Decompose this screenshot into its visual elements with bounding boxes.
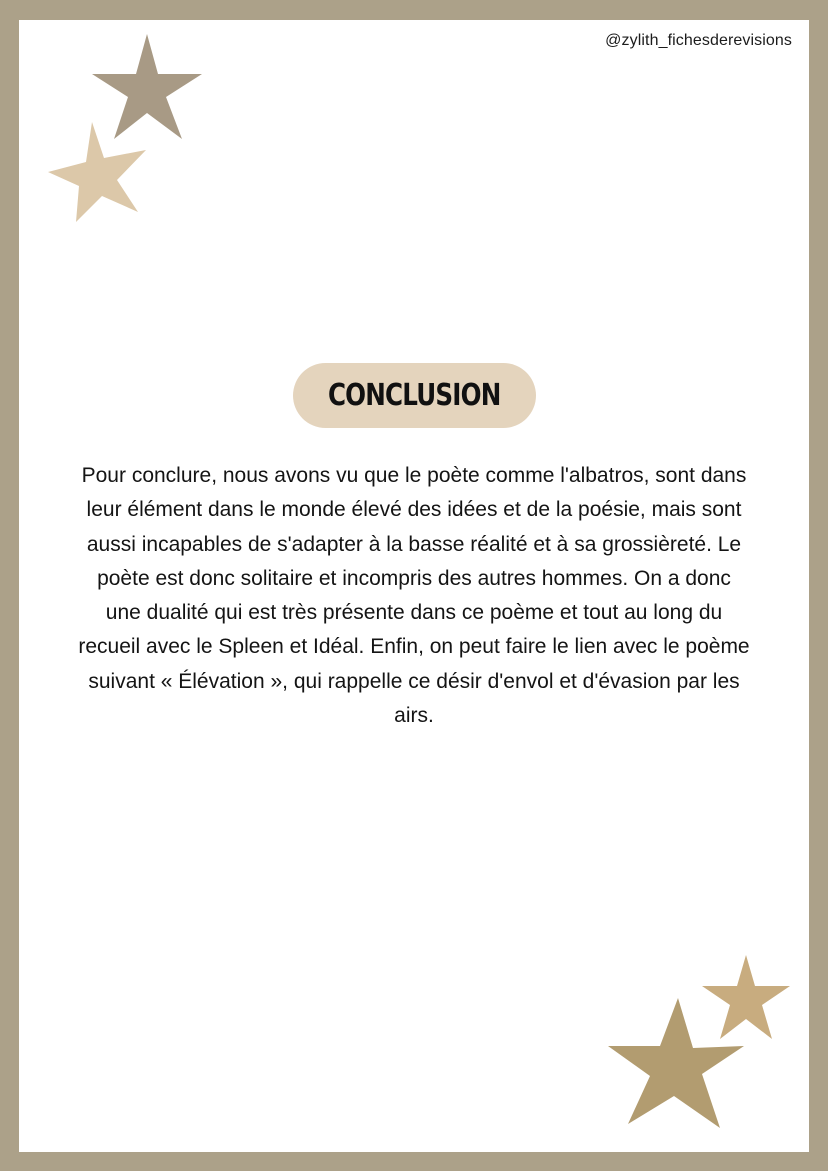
star-icon [46,120,148,224]
star-icon [606,996,746,1132]
conclusion-paragraph: Pour conclure, nous avons vu que le poète comme l'albatros, sont dans leur élément dans le monde élevé des idées et de la poésie, mais sont aussi incapables de s'adapter à la basse réalité et à sa grossièreté. Le poète est donc solitaire et incompris des autres hommes. On a donc une dualité qui est très présente dans ce poème et tout au long du recueil avec le Spleen et Idéal. Enfin, on peut faire le lien avec le poème suivant « Élévation », qui rappelle ce désir d'envol et d'évasion par les airs. [78,464,750,728]
section-title-pill [293,363,536,428]
author-handle: @zylith_fichesderevisions [605,32,792,49]
section-title: CONCLUSION [328,378,501,413]
